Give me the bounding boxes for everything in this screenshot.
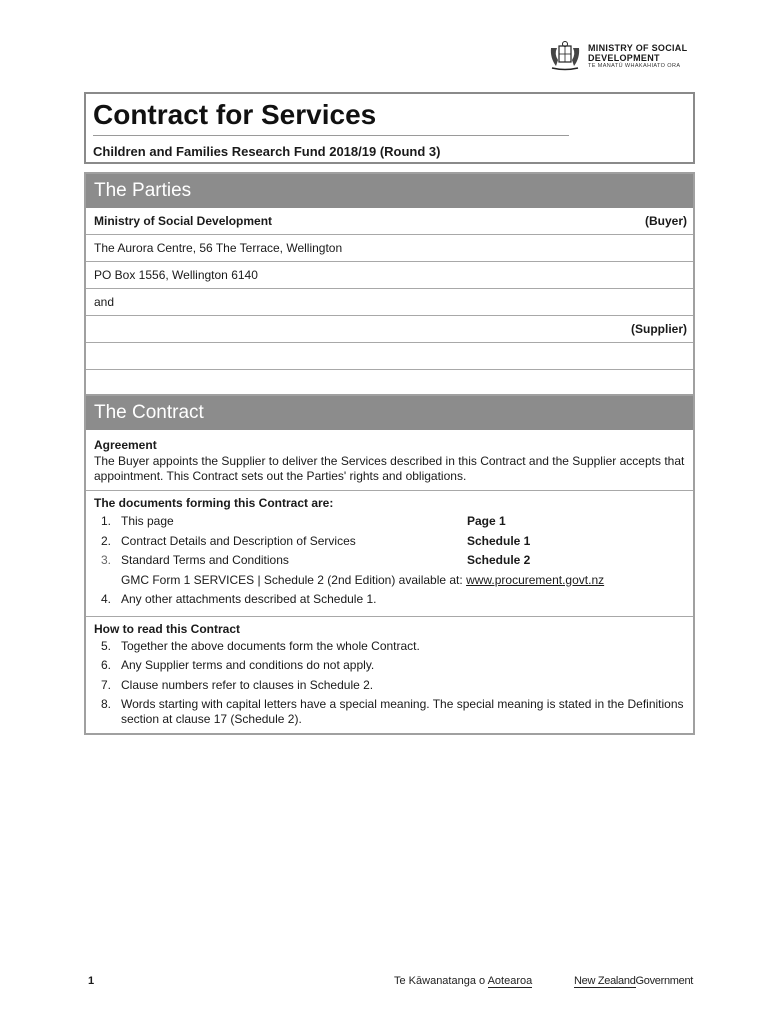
document-text: Contract Details and Description of Services	[121, 533, 356, 548]
document-number: 2.	[101, 533, 112, 548]
supplier-detail-row-2[interactable]	[86, 370, 693, 396]
how-to-read-block	[86, 617, 693, 734]
how-text: Clause numbers refer to clauses in Schedule 2.	[121, 677, 374, 692]
agreement-block	[86, 430, 693, 491]
coat-of-arms-icon	[548, 40, 582, 72]
document-ref: Schedule 1	[467, 533, 531, 548]
supplier-role: (Supplier)	[631, 322, 687, 336]
document-ref: Page 1	[467, 514, 506, 528]
supplier-detail-row-1[interactable]	[86, 343, 693, 370]
procurement-link[interactable]: www.procurement.govt.nz	[466, 572, 605, 587]
document-item	[94, 532, 685, 552]
org-name-line1: MINISTRY OF SOCIAL	[588, 43, 688, 53]
documents-block	[86, 491, 693, 617]
how-text: Together the above documents form the whole Contract.	[121, 638, 420, 653]
document-ref: Schedule 2	[467, 553, 531, 567]
document-item	[94, 590, 685, 610]
buyer-address-2: PO Box 1556, Wellington 6140	[94, 268, 258, 282]
document-item	[94, 551, 685, 571]
supplier-row[interactable]	[86, 316, 693, 343]
buyer-row	[86, 208, 693, 235]
address-row-1	[86, 235, 693, 262]
document-number: 1.	[101, 514, 112, 528]
te-kawanatanga-logo	[394, 975, 532, 987]
how-item	[94, 637, 685, 657]
buyer-address-1: The Aurora Centre, 56 The Terrace, Wellington	[94, 241, 343, 255]
how-item	[94, 695, 685, 727]
document-item	[94, 512, 685, 532]
page-subtitle: Children and Families Research Fund 2018/19 (Round 3)	[93, 144, 441, 159]
title-box	[84, 92, 695, 164]
agreement-title: Agreement	[94, 438, 157, 452]
and-text: and	[94, 295, 115, 309]
address-row-2	[86, 262, 693, 289]
te-kawanatanga-aotearoa: Aotearoa	[487, 975, 533, 987]
page-title: Contract for Services	[93, 99, 377, 130]
how-item	[94, 676, 685, 696]
contract-heading: The Contract	[86, 396, 693, 430]
nz-government-logo	[574, 975, 693, 987]
org-name-line2: DEVELOPMENT	[588, 53, 660, 63]
parties-section	[84, 172, 695, 398]
document-text: This page	[121, 514, 174, 528]
buyer-role: (Buyer)	[644, 214, 687, 228]
how-number: 8.	[101, 697, 112, 711]
document-text: Standard Terms and Conditions	[121, 553, 289, 567]
and-row	[86, 289, 693, 316]
how-text: Words starting with capital letters have a special meaning. The special meaning is stated in the Definitions section at clause 17 (Schedule 2).	[121, 697, 684, 726]
gmc-reference	[94, 571, 685, 591]
document-number: 3.	[101, 553, 112, 567]
title-divider	[93, 135, 569, 136]
parties-heading: The Parties	[86, 174, 693, 208]
agreement-text: The Buyer appoints the Supplier to deliver the Services described in this Contract and the Supplier accepts that appointment. This Contract sets out the Parties' rights and obligations.	[94, 454, 685, 483]
how-number: 7.	[101, 677, 112, 692]
nz-government-suffix: Government	[635, 975, 694, 987]
gmc-text: GMC Form 1 SERVICES | Schedule 2 (2nd Edition) available at:	[121, 572, 467, 587]
msd-logo	[548, 40, 698, 72]
documents-title: The documents forming this Contract are:	[94, 496, 334, 510]
contract-section	[84, 394, 695, 735]
how-number: 5.	[101, 638, 112, 653]
nz-government-underlined: New Zealand	[574, 975, 636, 987]
how-text: Any Supplier terms and conditions do not apply.	[121, 658, 375, 672]
page-number: 1	[88, 975, 95, 987]
document-text: Any other attachments described at Schedule 1.	[121, 592, 377, 606]
how-number: 6.	[101, 658, 112, 672]
buyer-name: Ministry of Social Development	[94, 214, 273, 228]
how-item	[94, 656, 685, 676]
document-number: 4.	[101, 592, 112, 606]
org-name-maori: TE MANATŪ WHAKAHIATO ORA	[588, 63, 681, 69]
how-to-read-title: How to read this Contract	[94, 621, 241, 636]
te-kawanatanga-prefix: Te Kāwanatanga o	[394, 975, 488, 987]
